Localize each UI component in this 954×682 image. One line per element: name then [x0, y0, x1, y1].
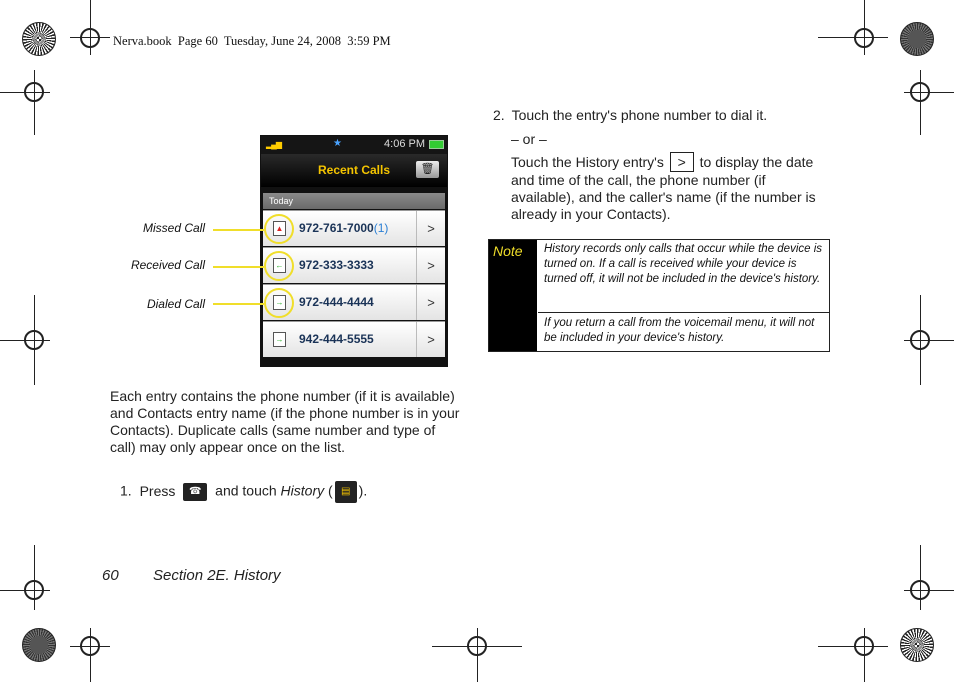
call-row[interactable] [263, 321, 445, 357]
history-icon: ▤ [335, 481, 357, 503]
trash-icon[interactable]: 🗑 [416, 161, 439, 178]
talk-key-icon: ☎ [183, 483, 207, 501]
forward-arrow-icon[interactable]: > [416, 322, 445, 357]
phone-screenshot [260, 135, 448, 367]
crop-line [90, 628, 91, 682]
section-title: Section 2E. History [153, 567, 281, 584]
crop-line [904, 92, 954, 93]
step-text: Touch the entry's phone number to dial it. [511, 107, 768, 123]
paren-open: ( [328, 482, 333, 499]
crop-line [920, 545, 921, 610]
forward-arrow-icon: > [670, 152, 694, 172]
registration-starburst-icon [22, 22, 56, 56]
screen-title: Recent Calls [317, 163, 391, 177]
received-call-label: Received Call [130, 258, 205, 272]
received-call-icon: ← [273, 258, 286, 273]
call-number[interactable]: 942-444-5555 [299, 332, 374, 346]
crop-line [904, 590, 954, 591]
crop-line [904, 340, 954, 341]
crop-line [0, 590, 50, 591]
callout-line [213, 266, 264, 268]
status-bar [261, 136, 447, 154]
callout-line [213, 229, 264, 231]
step-2 [493, 107, 833, 124]
print-header: Nerva.book Page 60 Tuesday, June 24, 2008 3:59 PM [113, 34, 391, 48]
crop-line [34, 545, 35, 610]
note-box [488, 239, 830, 352]
step-text: and touch [215, 482, 277, 499]
signal-icon: ▂▄▆ [266, 140, 281, 149]
callout-circle [264, 214, 294, 244]
step-text: Press [139, 482, 176, 499]
callout-line [213, 303, 264, 305]
status-time: 4:06 PM [384, 138, 425, 150]
missed-call-icon: ▲ [273, 221, 286, 236]
paren-close: ). [358, 482, 368, 499]
section-label: Today [263, 193, 445, 209]
crop-line [90, 0, 91, 55]
missed-call-label: Missed Call [142, 221, 205, 235]
crop-line [818, 646, 888, 647]
battery-icon [429, 140, 444, 149]
registration-starburst-icon [900, 628, 934, 662]
forward-arrow-icon[interactable]: > [416, 248, 445, 283]
page-number: 60 [102, 567, 119, 584]
crop-line [34, 295, 35, 385]
crop-line [477, 628, 478, 682]
note-label: Note [493, 243, 523, 259]
crop-line [920, 295, 921, 385]
registration-starburst-icon [22, 628, 56, 662]
title-bar [261, 154, 447, 187]
alt-instruction [511, 152, 831, 223]
crop-line [818, 37, 888, 38]
step-1 [120, 481, 460, 503]
crop-line [0, 92, 50, 93]
dialed-call-label: Dialed Call [146, 297, 205, 311]
note-divider [538, 312, 829, 313]
crop-line [34, 70, 35, 135]
bluetooth-star-icon: ★ [333, 138, 342, 149]
step-number: 1. [120, 482, 132, 499]
registration-starburst-icon [900, 22, 934, 56]
callout-circle [264, 251, 294, 281]
note-label-column [489, 240, 537, 351]
crop-line [864, 628, 865, 682]
callout-circle [264, 288, 294, 318]
instruction-text: Touch the History entry's [511, 154, 664, 170]
forward-arrow-icon[interactable]: > [416, 211, 445, 246]
note-item: History records only calls that occur while the device is turned on. If a call is received while your device is turned off, it will not be included in the device's history. [544, 243, 823, 285]
call-number[interactable]: 972-333-3333 [299, 258, 374, 272]
instruction-text: to display the date and time of the call, the phone number (if available), and the caller's name (if the number is already in your Contacts). [511, 154, 816, 222]
or-separator: – or – [511, 131, 547, 147]
call-number[interactable]: 972-761-7000(1) [299, 221, 389, 235]
description-paragraph: Each entry contains the phone number (if it is available) and Contacts entry name (if the phone number is in your Contacts). Duplicate calls (same number and type of call) may only appear once on the list. [110, 388, 460, 455]
call-number[interactable]: 972-444-4444 [299, 295, 374, 309]
dialed-call-icon: → [273, 332, 286, 347]
history-label: History [280, 482, 325, 499]
forward-arrow-icon[interactable]: > [416, 285, 445, 320]
crop-line [0, 340, 50, 341]
note-item: If you return a call from the voicemail menu, it will not be included in your device's history. [544, 317, 815, 344]
step-number: 2. [493, 107, 505, 123]
crop-line [864, 0, 865, 55]
crop-line [920, 70, 921, 135]
dialed-call-icon: → [273, 295, 286, 310]
